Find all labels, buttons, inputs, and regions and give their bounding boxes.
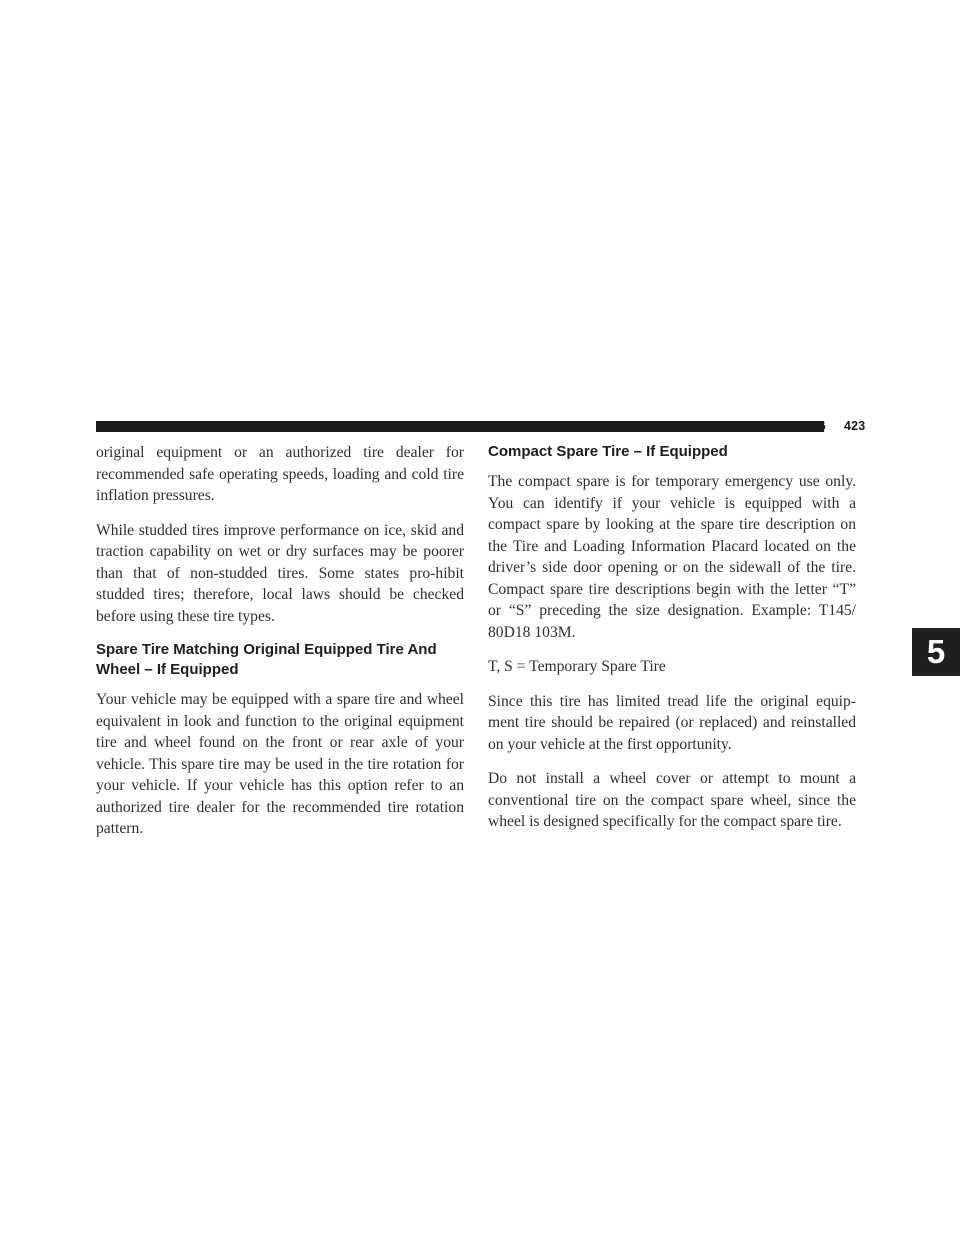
chapter-tab: 5: [912, 628, 960, 676]
paragraph: Your vehicle may be equipped with a spare tire and wheel equivalent in look and function to the original equipment tire and wheel found on the front or rear axle of your vehicle. This spare tire may be used in the tire rotation for your vehicle. If your vehicle has this option refer to an authorized tire dealer for the recommended tire rotation pattern.: [96, 691, 464, 837]
paragraph: original equipment or an authorized tire dealer for recommended safe operating speeds, loading and cold tire inflation pressures.: [96, 444, 464, 504]
section-heading: Spare Tire Matching Original Equipped Tire And Wheel – If Equipped: [96, 641, 437, 678]
paragraph: While studded tires improve performance on ice, skid and traction capability on wet or dry surfaces may be poorer than that of non-studded tires. Some states pro-hibit studded tires; therefore, local laws should be checked before using these tire types.: [96, 521, 464, 625]
paragraph: The compact spare is for temporary emergency use only. You can identify if your vehicle is equipped with a compact spare by looking at the spare tire description on the Tire and Loading Information Placard located on the driver’s side door opening or on the sidewall of the tire. Compact spare tire descriptions begin with the letter “T” or “S” preceding the size designation. Example: T145/ 80D18 103M.: [488, 473, 856, 641]
section-heading: Compact Spare Tire – If Equipped: [488, 443, 728, 460]
section-title: STARTING AND OPERATING: [651, 419, 826, 433]
paragraph: Do not install a wheel cover or attempt to mount a conventional tire on the compact spare wheel, since the wheel is designed specifically for the compact spare tire.: [488, 770, 856, 830]
right-column: [488, 442, 856, 846]
left-column: [96, 442, 464, 853]
page-number: 423: [844, 419, 866, 433]
paragraph: Since this tire has limited tread life the original equip-ment tire should be repaired (or replaced) and reinstalled on your vehicle at the first opportunity.: [488, 692, 856, 753]
paragraph: T, S = Temporary Spare Tire: [488, 658, 666, 675]
